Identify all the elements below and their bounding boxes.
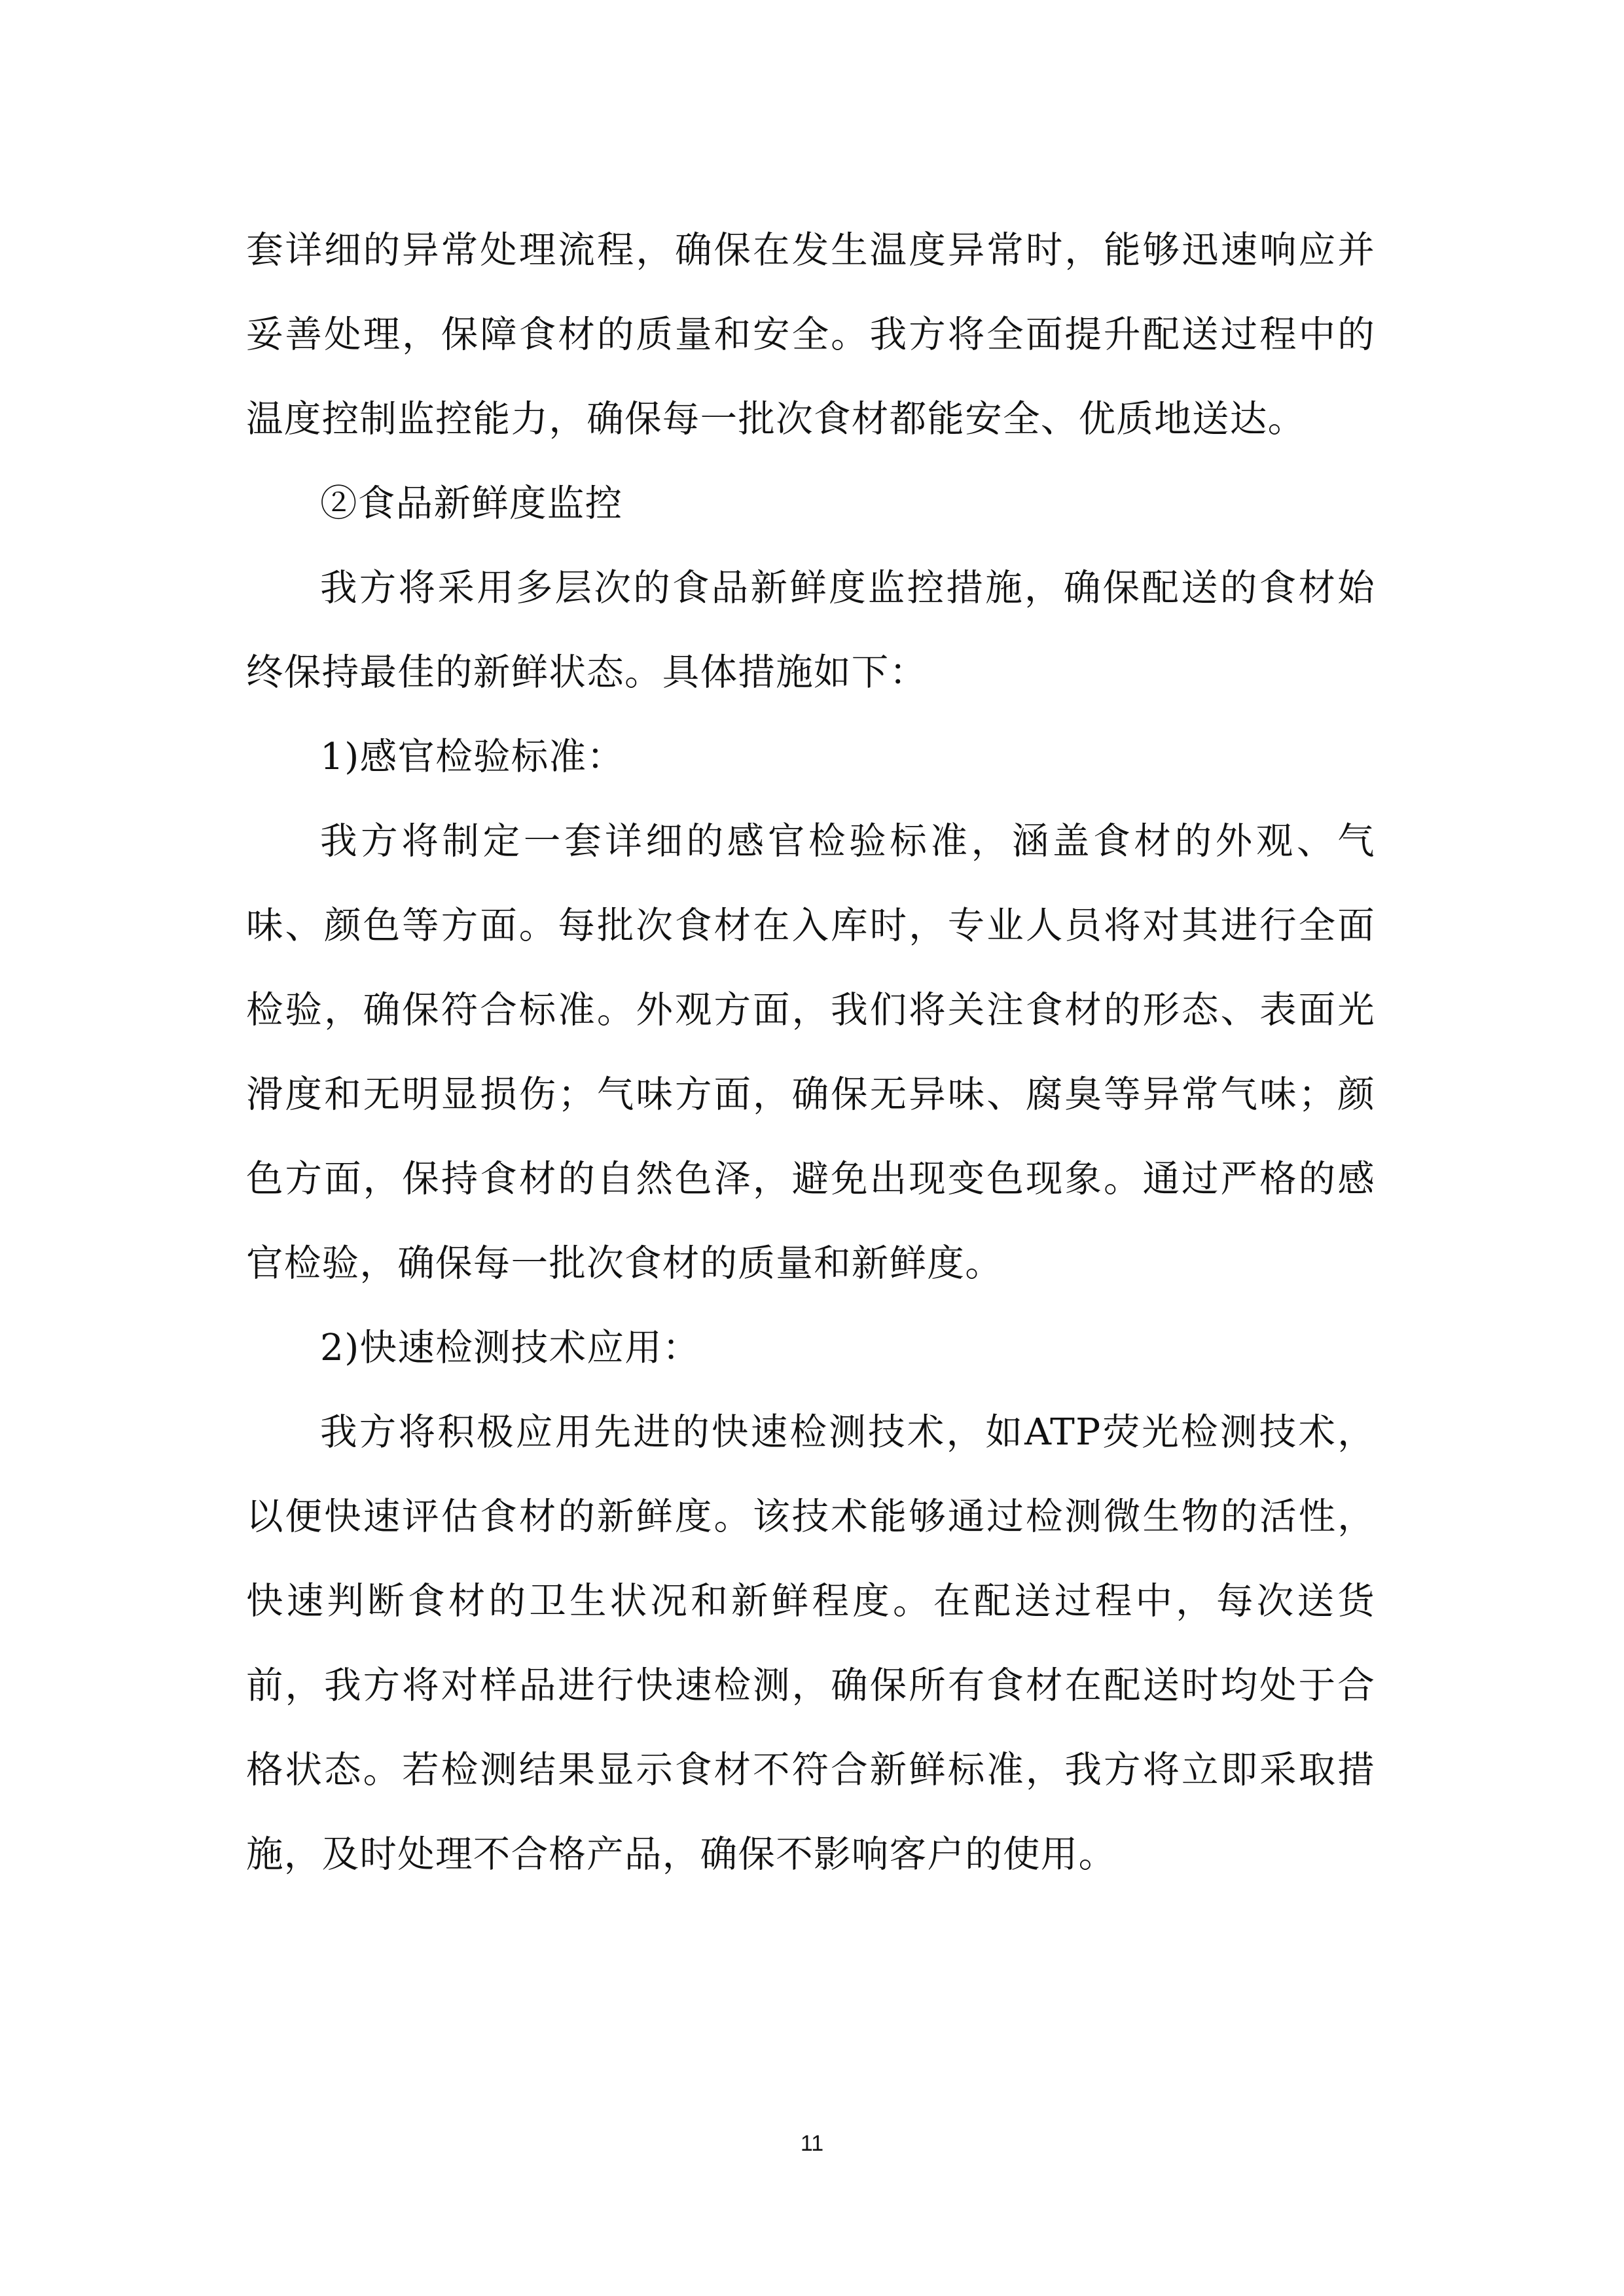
body-text [246, 208, 1375, 1897]
paragraph-sensory-inspection: 我方将制定一套详细的感官检验标准，涵盖食材的外观、气味、颜色等方面。每批次食材在入库时，专业人员将对其进行全面检验，确保符合标准。外观方面，我们将关注食材的形态、表面光滑度和无明显损伤；气味方面，确保无异味、腐臭等异常气味；颜色方面，保持食材的自然色泽，避免出现变色现象。通过严格的感官检验，确保每一批次食材的质量和新鲜度。 [246, 820, 1375, 1285]
paragraph-rapid-testing: 我方将积极应用先进的快速检测技术，如ATP荧光检测技术，以便快速评估食材的新鲜度。该技术能够通过检测微生物的活性，快速判断食材的卫生状况和新鲜程度。在配送过程中，每次送货前，我方将对样品进行快速检测，确保所有食材在配送时均处于合格状态。若检测结果显示食材不符合新鲜标准，我方将立即采取措施，及时处理不合格产品，确保不影响客户的使用。 [246, 1411, 1375, 1876]
subheading-rapid-testing: 2)快速检测技术应用： [320, 1327, 700, 1369]
subheading-sensory-inspection: 1)感官检验标准： [320, 736, 625, 778]
page-number: 11 [800, 2131, 824, 2156]
section-heading-freshness-monitoring: ②食品新鲜度监控 [320, 482, 623, 525]
paragraph-intro: 我方将采用多层次的食品新鲜度监控措施，确保配送的食材始终保持最佳的新鲜状态。具体措施如下： [246, 567, 1375, 694]
paragraph-continuation: 套详细的异常处理流程，确保在发生温度异常时，能够迅速响应并妥善处理，保障食材的质量和安全。我方将全面提升配送过程中的温度控制监控能力，确保每一批次食材都能安全、优质地送达。 [246, 229, 1375, 440]
